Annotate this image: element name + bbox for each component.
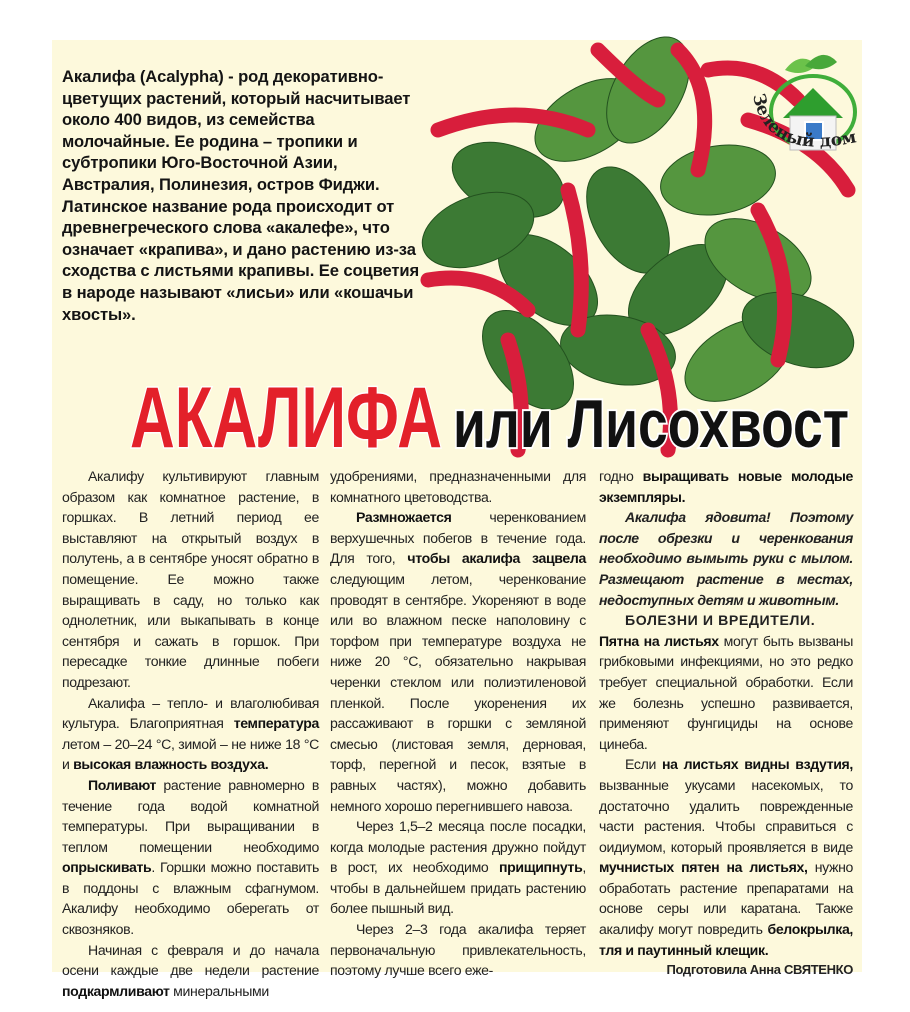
bold-text: прищипнуть xyxy=(498,859,583,876)
text: нужно обработать растение препаратами на основе серы или каратана. Также акалифу могут повредить xyxy=(599,859,853,938)
red-catkin xyxy=(438,115,588,130)
text: Акалифа ядовита! Поэтому после обрезки и черенкования необходимо вымыть руки с мылом. Размещают растение в местах, недоступных детям и животным. xyxy=(599,509,853,608)
bold-text: температура xyxy=(233,715,319,732)
column-3 xyxy=(599,466,853,981)
article-paragraph xyxy=(62,693,319,775)
article-paragraph xyxy=(62,940,319,1002)
bold-text: белокрылка, тля и паутинный клещик. xyxy=(599,921,853,958)
text: Начиная с февраля и до начала осени каждые две недели растение xyxy=(62,941,319,979)
text: , чтобы в дальнейшем придать растению более пышный вид. xyxy=(330,859,586,917)
article-title xyxy=(125,365,860,465)
text: Акалифа – тепло- и влаголюбивая культура. Благоприятная xyxy=(62,694,319,732)
text: годно xyxy=(599,468,643,484)
article-paragraph xyxy=(62,775,319,940)
column-1 xyxy=(62,466,319,1001)
text: минеральными xyxy=(169,982,269,999)
text: вызванные укусами насекомых, то достаточно удалить поврежденные части растения. Чтобы справиться с оидиумом, который проявляется в виде xyxy=(599,776,853,855)
bold-text: чтобы акалифа зацвела xyxy=(407,550,586,567)
article-paragraph xyxy=(62,466,319,693)
bold-text: подкармливают xyxy=(62,982,170,999)
column-2 xyxy=(330,466,586,981)
bold-text: Размножается xyxy=(356,509,452,526)
article-paragraph xyxy=(330,919,586,981)
bold-text: Поливают xyxy=(88,776,157,793)
green-house-logo xyxy=(745,40,875,165)
bold-text: высокая влажность воздуха. xyxy=(73,756,269,773)
text: БОЛЕЗНИ И ВРЕДИТЕЛИ. xyxy=(625,612,816,629)
text: Если xyxy=(625,756,662,773)
bold-text: выращивать новые молодые экземпляры. xyxy=(599,468,853,505)
text: Через 1,5–2 месяца после посадки, когда молодые растения дружно пойдут в рост, их необходимо xyxy=(330,818,586,876)
text: летом – 20–24 °С, зимой – не ниже 18 °С и xyxy=(62,735,319,773)
article-paragraph xyxy=(330,816,586,919)
text: могут быть вызваны грибковыми инфекциями, но это редко требует специальной обработки. Если же болезнь успешно развивается, применяют фунгициды на основе цинеба. xyxy=(599,632,853,752)
article-paragraph xyxy=(599,754,853,960)
text: растение равномерно в течение года водой комнатной температуры. При выращивании в теплом помещении необходимо xyxy=(62,776,319,855)
article-paragraph xyxy=(599,466,853,507)
article-paragraph xyxy=(599,507,853,610)
text: черенкованием верхушечных побегов в течение года. Для того, xyxy=(330,509,586,567)
article-paragraph xyxy=(599,631,853,755)
article-paragraph xyxy=(330,507,586,816)
bold-text: опрыскивать xyxy=(62,859,152,876)
text: . Горшки можно поставить в поддоны с влажным сфагнумом. Акалифу необходимо оберегать от сквозняков. xyxy=(62,859,319,938)
article-paragraph xyxy=(599,610,853,631)
bold-text: Пятна на листьях xyxy=(599,632,719,649)
logo-text: Зеленый дом xyxy=(747,91,858,152)
text: Акалифу культивируют главным образом как комнатное растение, в горшках. В летний период ее выставляют на открытый воздух в полутень, а в сентябре уносят обратно в помещение. Ее можно также выращивать в саду, но только как однолетник, или выкапывать в конце сентября и сажать в горшок. При пересадке тонкие длинные побеги подрезают. xyxy=(62,468,319,690)
author-byline: Подготовила Анна СВЯТЕНКО xyxy=(666,962,853,978)
text: следующим летом, черенкование проводят в сентябре. Укореняют в воде или во влажном песке наполовину с торфом при температуре воздуха не ниже 20 °С, обязательно накрывая черенки стеклом или полиэтиленовой пленкой. После укоренения их рассаживают в горшки с земляной смесью (листовая земля, дерновая, торф, перегной и песок, взятые в равных частях), можно добавить немного хорошо перегнившего навоза. xyxy=(330,570,586,814)
title-main: АКАЛИФА xyxy=(130,370,442,466)
bold-text: на листьях видны вздутия, xyxy=(661,756,853,773)
text: удобрениями, предназначенными для комнатного цветоводства. xyxy=(330,468,586,505)
intro-paragraph: Акалифа (Acalypha) - род декоративно-цветущих растений, который насчитывает около 400 видов, из семейства молочайные. Ее родина – тропики и субтропики Юго-Восточной Азии, Австралия, Полинезия, остров Фиджи. Латинское название рода происходит от древнегреческого слова «акалефе», что означает «крапива», и дано растению из-за сходства с листьями крапивы. Ее соцветия в народе называют «лисьи» или «кошачьи хвосты». xyxy=(62,67,420,324)
title-sub: или Лисохвост xyxy=(453,386,849,462)
text: Через 2–3 года акалифа теряет первоначальную привлекательность, поэтому лучше всего еже- xyxy=(330,921,586,979)
bold-text: мучнистых пятен на листьях, xyxy=(599,859,808,876)
article-paragraph xyxy=(330,466,586,507)
